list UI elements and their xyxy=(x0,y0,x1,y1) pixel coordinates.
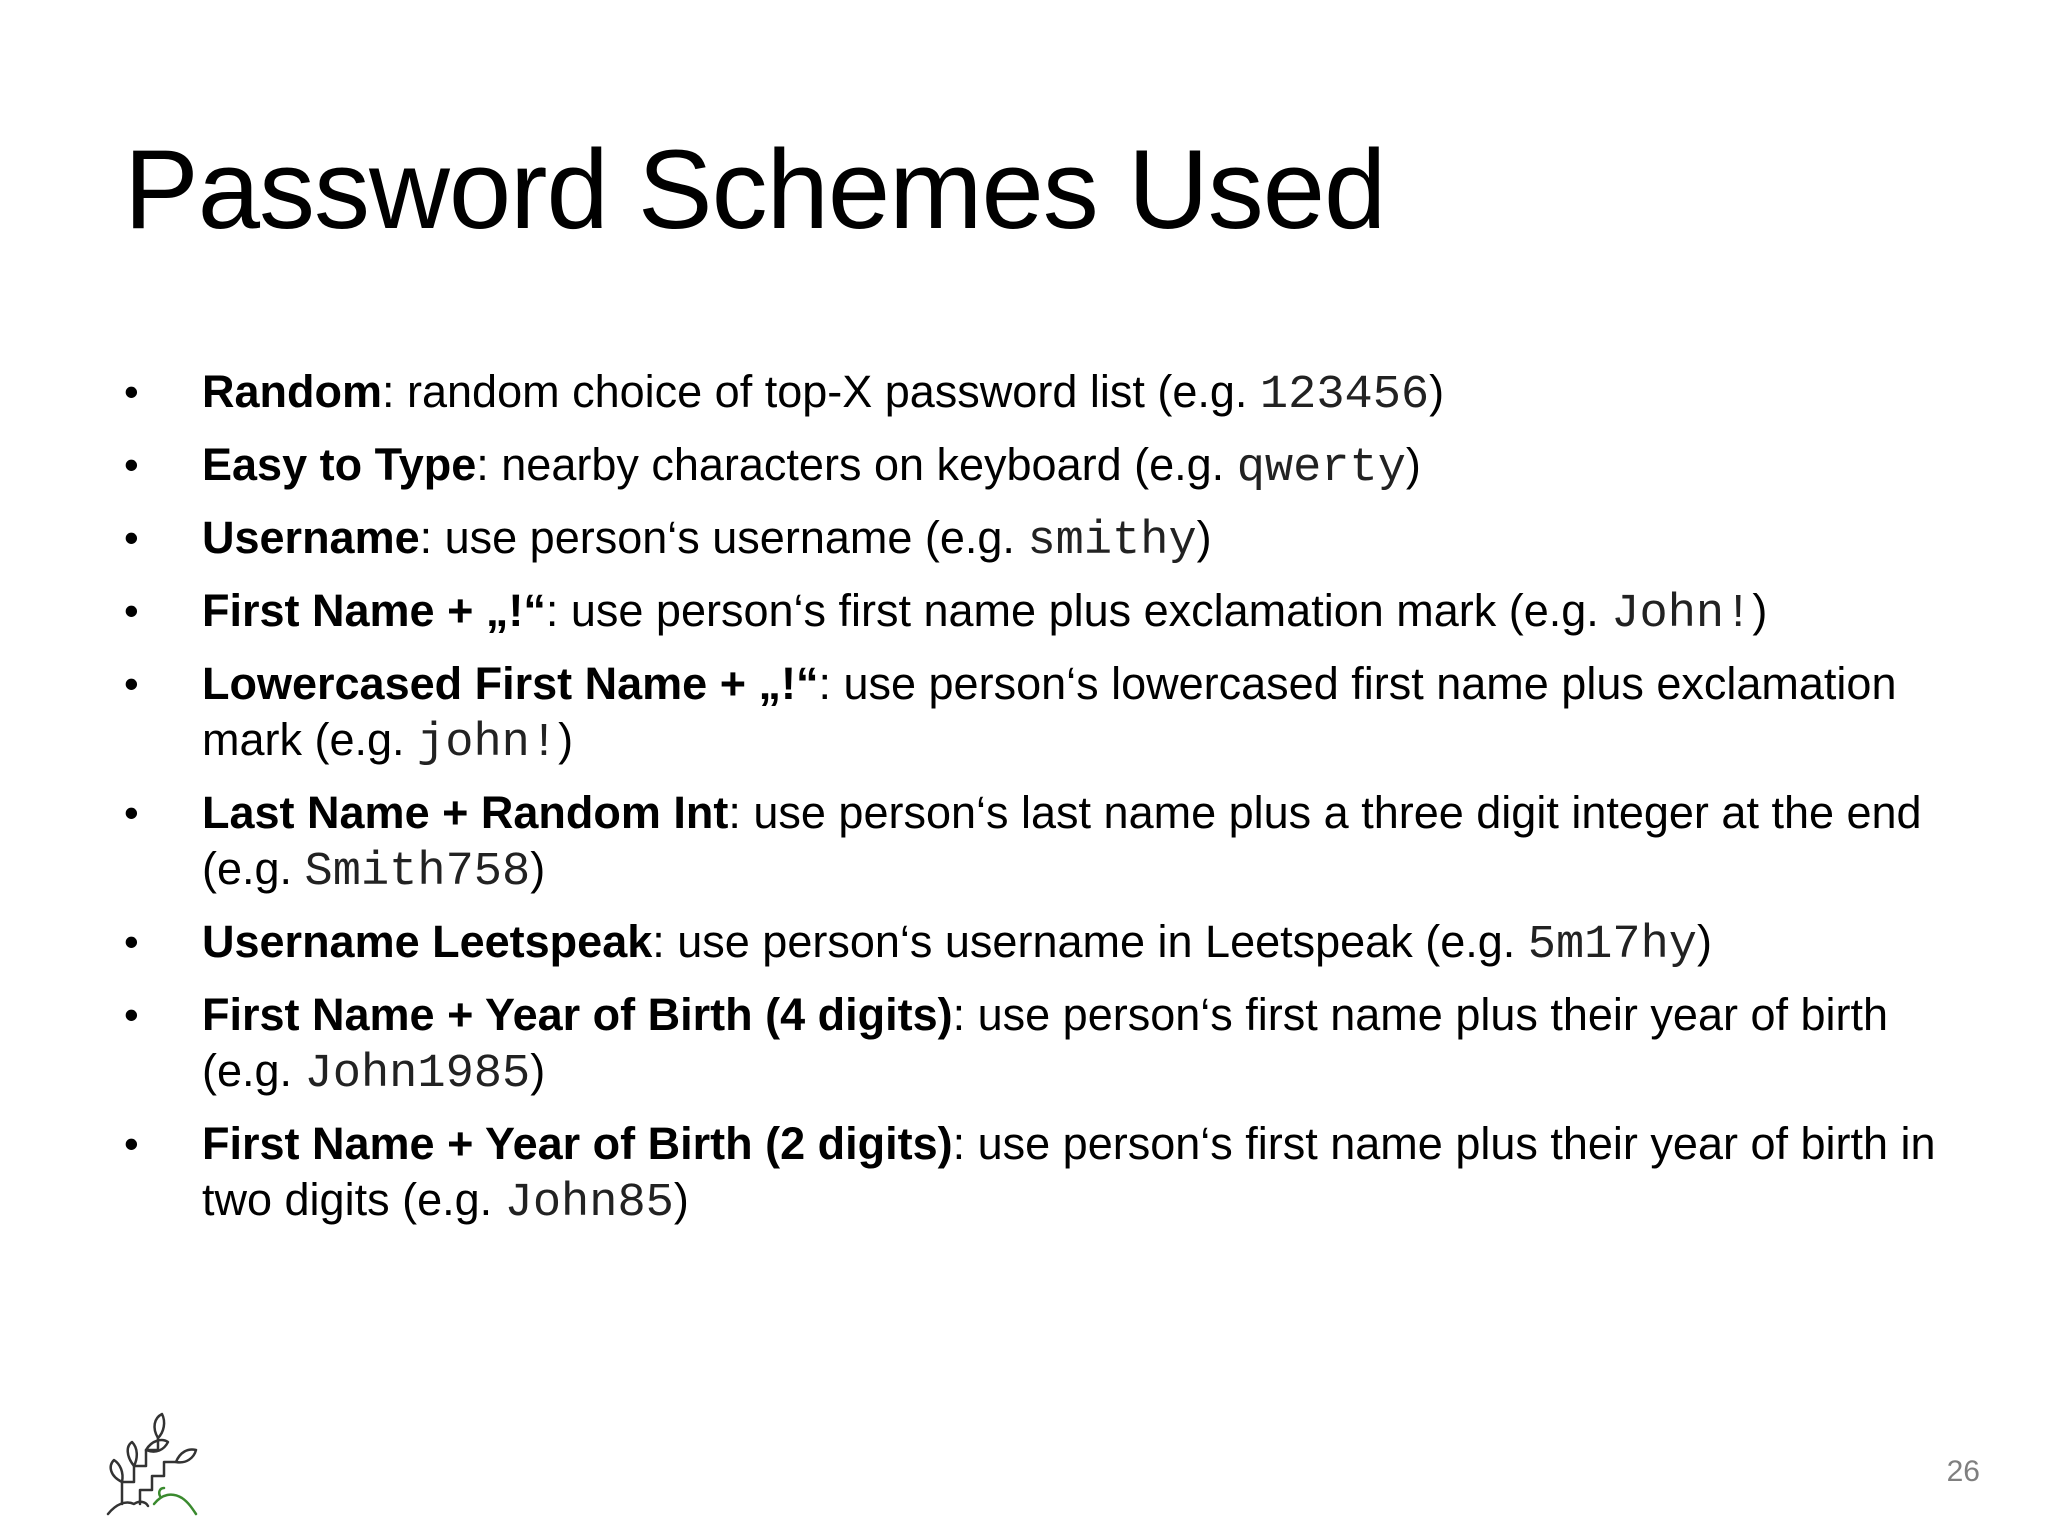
scheme-description: : use person‘s first name plus their year of birth (e.g. xyxy=(202,989,1889,1096)
scheme-term: Username xyxy=(202,512,420,563)
scheme-term: Easy to Type xyxy=(202,439,477,490)
plant-sprout-logo-icon xyxy=(100,1400,210,1520)
bullet-marker: • xyxy=(124,991,139,1038)
bullet-item-username-leetspeak xyxy=(120,914,1980,974)
bullet-marker: • xyxy=(124,1120,139,1167)
scheme-description: : use person‘s last name plus a three digit integer at the end (e.g. xyxy=(202,787,1922,894)
password-example: 123456 xyxy=(1259,369,1430,422)
scheme-term: First Name + „!“ xyxy=(202,585,546,636)
password-example: john! xyxy=(417,717,559,770)
closing-paren: ) xyxy=(1697,916,1712,967)
scheme-description: : use person‘s first name plus their year of birth in two digits (e.g. xyxy=(202,1118,1936,1225)
bullet-item-random xyxy=(120,364,1980,424)
password-example: John85 xyxy=(504,1177,674,1230)
bullet-marker: • xyxy=(124,514,139,561)
password-example: smithy xyxy=(1027,515,1197,568)
closing-paren: ) xyxy=(1429,366,1445,417)
scheme-description: : random choice of top-X password list (e.g. xyxy=(382,366,1260,417)
bullet-marker: • xyxy=(124,789,139,836)
page-number: 26 xyxy=(1946,1455,1980,1488)
bullet-item-first-name-year-4 xyxy=(120,987,1980,1103)
scheme-term: First Name + Year of Birth (2 digits) xyxy=(202,1118,953,1169)
bullet-marker: • xyxy=(124,368,139,415)
scheme-term: First Name + Year of Birth (4 digits) xyxy=(202,989,953,1040)
scheme-description: : use person‘s username in Leetspeak (e.g. xyxy=(652,916,1528,967)
password-example: qwerty xyxy=(1236,442,1406,495)
closing-paren: ) xyxy=(1196,512,1212,563)
slide-title: Password Schemes Used xyxy=(124,127,1386,252)
scheme-term: Username Leetspeak xyxy=(202,916,653,967)
scheme-term: Lowercased First Name + „!“ xyxy=(202,658,819,709)
closing-paren: ) xyxy=(1405,439,1421,490)
bullet-marker: • xyxy=(124,660,139,707)
closing-paren: ) xyxy=(673,1174,689,1225)
password-example: John1985 xyxy=(304,1048,531,1101)
password-example: 5m17hy xyxy=(1527,919,1697,972)
scheme-term: Random xyxy=(202,366,382,417)
scheme-description: : nearby characters on keyboard (e.g. xyxy=(476,439,1237,490)
bullet-item-last-name-random-int xyxy=(120,785,1980,901)
password-example: John! xyxy=(1611,588,1753,641)
bullet-marker: • xyxy=(124,587,139,634)
closing-paren: ) xyxy=(558,714,574,765)
bullet-marker: • xyxy=(124,441,139,488)
scheme-description: : use person‘s lowercased first name plus exclamation mark (e.g. xyxy=(202,658,1897,765)
bullet-item-easy-to-type xyxy=(120,437,1980,497)
bullet-item-lowercased-first-name xyxy=(120,656,1980,772)
scheme-term: Last Name + Random Int xyxy=(202,787,729,838)
bullet-marker: • xyxy=(124,918,139,965)
bullet-item-first-name-exclamation xyxy=(120,583,1980,643)
scheme-description: : use person‘s username (e.g. xyxy=(419,512,1028,563)
closing-paren: ) xyxy=(530,1045,546,1096)
password-example: Smith758 xyxy=(304,846,531,899)
closing-paren: ) xyxy=(1752,585,1768,636)
scheme-description: : use person‘s first name plus exclamation mark (e.g. xyxy=(545,585,1612,636)
bullet-item-first-name-year-2 xyxy=(120,1116,1980,1232)
closing-paren: ) xyxy=(530,843,546,894)
bullet-item-username xyxy=(120,510,1980,570)
bullet-list xyxy=(120,364,1980,1245)
